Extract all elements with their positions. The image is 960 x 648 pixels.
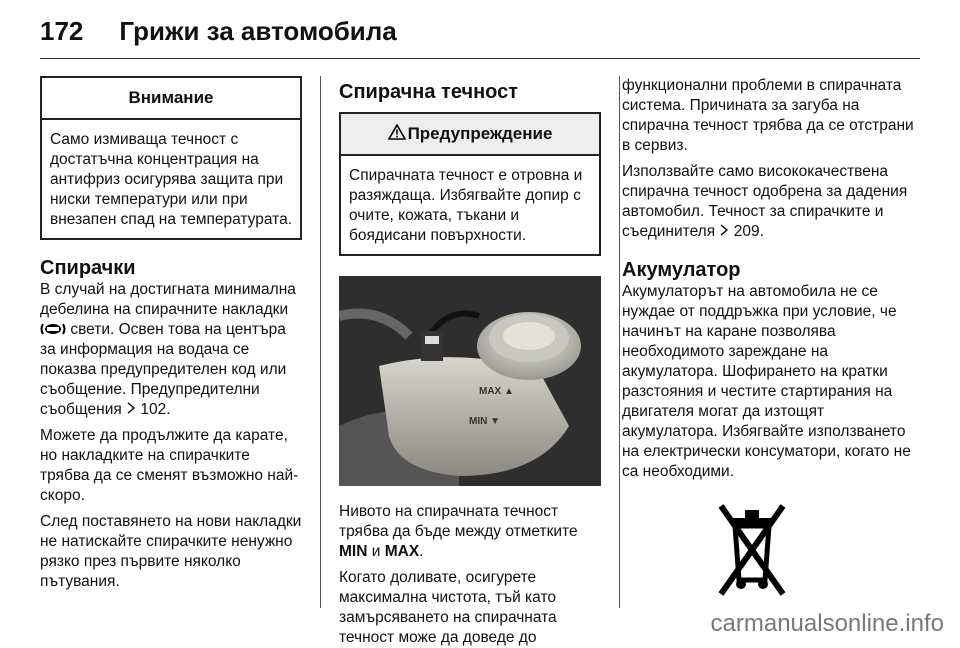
warning-head — [341, 114, 599, 156]
warning-text: Спирачната течност е отровна и разяждаща. Избягвайте допир с очите, кожата, тъкани и боядисани повърхности. — [349, 167, 583, 244]
brakes-paragraph-1 — [40, 280, 302, 420]
brakes-p1-ref: 102. — [140, 401, 171, 418]
col3-paragraph-1: функционални проблеми в спирачната система. Причината за загуба на спирачна течност трябва да се отстрани в сервиз. — [622, 77, 914, 154]
warning-triangle-icon — [388, 124, 406, 145]
warning-title: Предупреждение — [407, 124, 553, 143]
max-label: MAX — [384, 543, 420, 560]
page-title: Грижи за автомобила — [119, 16, 397, 46]
column-3 — [622, 76, 922, 482]
period: . — [419, 543, 424, 560]
brake-fluid-p1-text: Нивото на спирачната течност трябва да бъде между отметките — [339, 503, 578, 540]
min-label: MIN — [339, 543, 368, 560]
min-mark-label: MIN ▼ — [469, 416, 501, 427]
max-mark-label: MAX ▲ — [479, 386, 514, 397]
page-number: 172 — [40, 16, 84, 46]
brake-fluid-heading: Спирачна течност — [339, 81, 519, 103]
column-divider-2 — [619, 76, 620, 608]
brakes-paragraph-2: Можете да продължите да карате, но накладките на спирачките трябва да се сменят възможно най-скоро. — [40, 427, 299, 504]
col3-paragraph-2 — [622, 162, 922, 242]
col3-p2-text: Използвайте само висококачествена спирачна течност одобрена за дадения автомобил. Течност за спирачките и съединителя — [622, 163, 908, 240]
brakes-p1-text-a: В случай на достигната минимална дебелина на спирачните накладки — [40, 281, 296, 318]
brakes-heading: Спирачки — [40, 257, 136, 279]
crossed-out-bin-icon — [717, 500, 787, 605]
page-reference-icon — [719, 223, 733, 240]
notice-text: Само измиваща течност с достатъчна концентрация на антифриз осигурява защита при ниски температури или при внезапен спад на температурата. — [50, 131, 292, 228]
notice-box — [40, 76, 302, 240]
page-header — [40, 16, 397, 47]
page-reference-icon — [126, 401, 140, 418]
header-rule — [40, 58, 920, 59]
brake-fluid-paragraph-1 — [339, 502, 601, 562]
brake-fluid-paragraph-2: Когато доливате, осигурете максимална чистота, тъй като замърсяването на спирачната течност може да доведе до — [339, 569, 557, 646]
notice-title: Внимание — [42, 78, 300, 120]
and-word: и — [371, 543, 381, 560]
brakes-p1-text-b: свети. Освен това на центъра за информация на водача се показва предупредителен код или съобщение. Предупредителни съобщения — [40, 321, 287, 418]
column-2 — [339, 76, 601, 648]
battery-heading: Акумулатор — [622, 259, 741, 281]
battery-paragraph: Акумулаторът на автомобила не се нуждае от поддръжка при условие, че начинът на каране позволява необходимото зареждане на акумулатора. Шофирането на кратки разстояния и честите стартирания на двигателя могат да изтощят акумулатора. Избягвайте използването на електрически консуматори, когато не са необходими. — [622, 283, 911, 480]
brake-fluid-reservoir-photo — [339, 276, 601, 486]
watermark: carmanualsonline.info — [710, 610, 944, 637]
brake-pad-warning-icon — [40, 321, 70, 338]
column-1 — [40, 76, 302, 592]
warning-box — [339, 112, 601, 256]
column-divider-1 — [320, 76, 321, 608]
brakes-paragraph-3: След поставянето на нови накладки не натискайте спирачките ненужно рязко през първите няколко пътувания. — [40, 513, 302, 590]
col3-p2-ref: 209. — [733, 223, 764, 240]
